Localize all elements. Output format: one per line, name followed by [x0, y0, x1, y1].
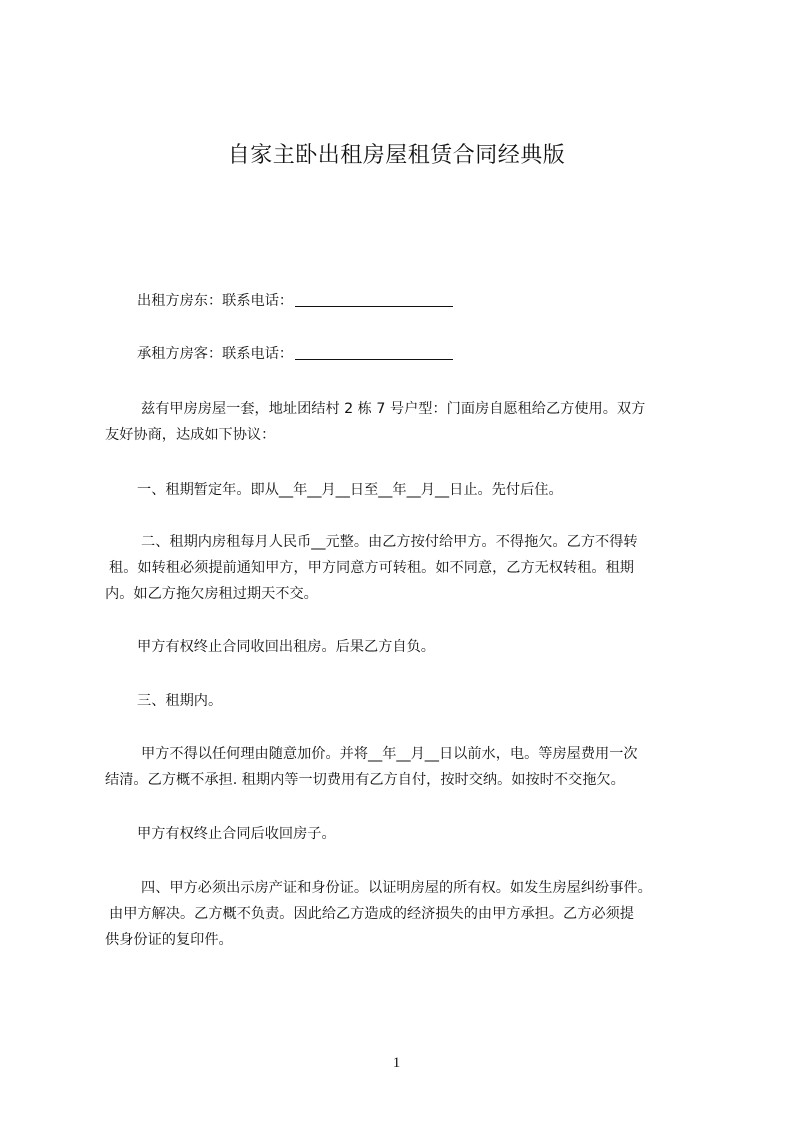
tenant-line — [105, 341, 737, 367]
document-title: 自家主卧出租房屋租赁合同经典版 — [227, 143, 566, 168]
intro-line-1: 兹有甲房房屋一套，地址团结村 2 栋 7 号户型：门面房自愿租给乙方使用。双方 — [141, 401, 646, 417]
clause-2-line-4: 甲方有权终止合同收回出租房。后果乙方自负。 — [137, 639, 435, 655]
clause-2-line-1: 二、租期内房租每月人民币__元整。由乙方按付给甲方。不得拖欠。乙方不得转 — [141, 534, 638, 550]
clause-3-heading: 三、租期内。 — [137, 693, 223, 709]
page-number: 1 — [392, 1055, 401, 1071]
intro-line-2: 友好协商，达成如下协议： — [105, 427, 276, 443]
clause-2-line-3: 内。如乙方拖欠房租过期天不交。 — [105, 586, 318, 602]
clause-4-line-1: 四、甲方必须出示房产证和身份证。以证明房屋的所有权。如发生房屋纠纷事件。 — [141, 880, 652, 896]
clause-3-line-3: 甲方有权终止合同后收回房子。 — [137, 826, 336, 842]
clause-2-line-2: 租。如转租必须提前通知甲方，甲方同意方可转租。如不同意，乙方无权转租。租期 — [109, 560, 634, 576]
clause-4-line-3: 供身份证的复印件。 — [105, 932, 233, 948]
landlord-line — [105, 288, 737, 314]
tenant-label: 承租方房客：联系电话： — [137, 346, 294, 362]
landlord-phone-blank — [295, 292, 453, 307]
tenant-phone-blank — [295, 345, 453, 360]
clause-3-line-2: 结清。乙方概不承担. 租期内等一切费用有乙方自付，按时交纳。如按时不交拖欠。 — [105, 772, 625, 788]
clause-3-line-1: 甲方不得以任何理由随意加价。并将__年__月__日以前水，电。等房屋费用一次 — [141, 746, 638, 762]
landlord-label: 出租方房东：联系电话： — [137, 293, 294, 309]
clause-1: 一、租期暂定年。即从__年__月__日至__年__月__日止。先付后住。 — [137, 482, 563, 498]
clause-4-line-2: 由甲方解决。乙方概不负责。因此给乙方造成的经济损失的由甲方承担。乙方必须提 — [109, 906, 634, 922]
